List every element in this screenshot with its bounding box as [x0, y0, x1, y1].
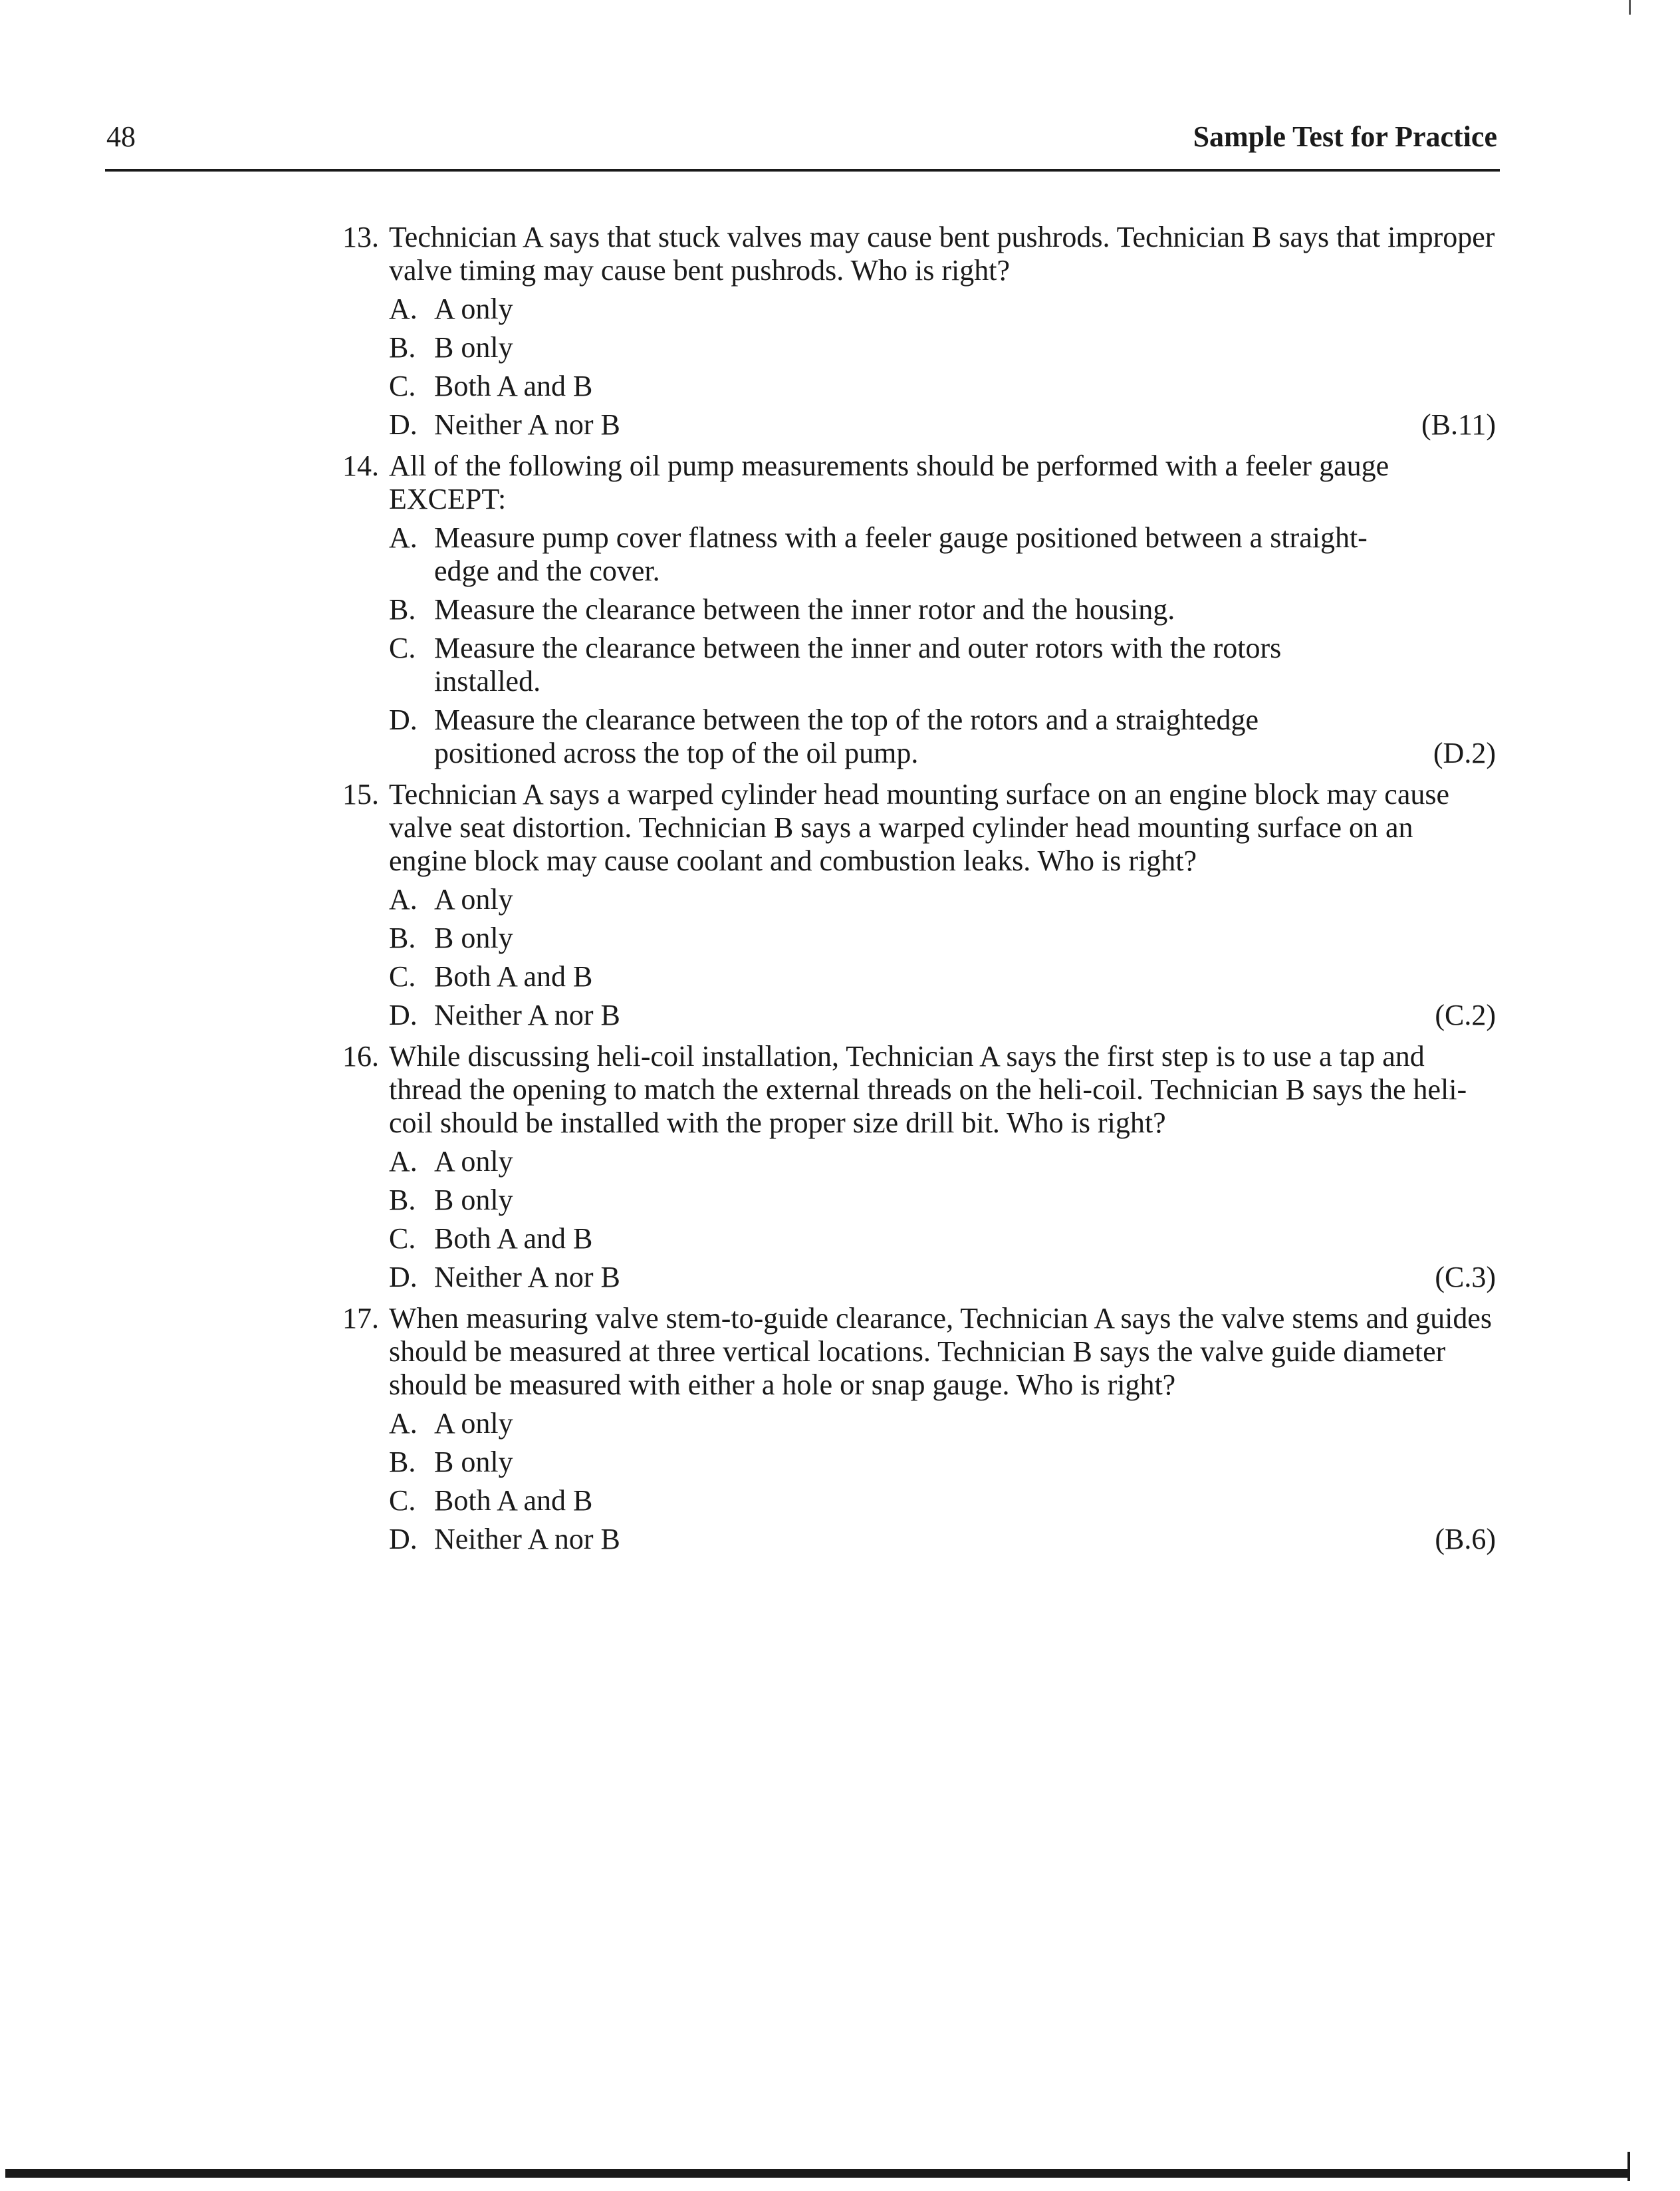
option-letter: B. — [389, 593, 416, 626]
option-a — [389, 1145, 1496, 1178]
option-c — [389, 1222, 1496, 1255]
task-reference: (C.2) — [1435, 999, 1496, 1031]
question-list — [312, 221, 1496, 1564]
option-letter: B. — [389, 1446, 416, 1478]
option-d — [389, 999, 1496, 1032]
question-15 — [312, 778, 1496, 1032]
option-text: Both A and B — [434, 960, 593, 993]
option-c — [389, 960, 1496, 993]
option-letter: C. — [389, 632, 416, 664]
option-text: Both A and B — [434, 370, 593, 402]
option-letter: A. — [389, 293, 418, 325]
question-number: 14. — [342, 450, 379, 482]
question-17 — [312, 1302, 1496, 1556]
option-b — [389, 1446, 1496, 1479]
task-reference: (D.2) — [1433, 737, 1496, 769]
option-a — [389, 1407, 1496, 1440]
option-a — [389, 883, 1496, 916]
option-letter: C. — [389, 1484, 416, 1517]
option-text: Neither A nor B — [434, 1261, 620, 1293]
option-text: B only — [434, 331, 513, 364]
option-letter: C. — [389, 1222, 416, 1255]
option-text: B only — [434, 1446, 513, 1478]
option-letter: B. — [389, 922, 416, 954]
option-text: Neither A nor B — [434, 408, 620, 441]
option-letter: C. — [389, 370, 416, 402]
option-letter: D. — [389, 704, 418, 736]
running-head-title: Sample Test for Practice — [1193, 120, 1497, 153]
option-c — [389, 370, 1496, 403]
question-number: 15. — [342, 778, 379, 811]
task-reference: (B.6) — [1435, 1523, 1496, 1555]
option-letter: D. — [389, 1261, 418, 1293]
option-letter: C. — [389, 960, 416, 993]
option-d — [389, 1261, 1496, 1294]
option-text: Measure the clearance between the inner rotor and the housing. — [434, 593, 1175, 626]
question-text: All of the following oil pump measurements should be performed with a feeler gauge EXCEPT: — [389, 450, 1389, 515]
option-letter: D. — [389, 999, 418, 1031]
option-text: A only — [434, 1407, 513, 1440]
question-13 — [312, 221, 1496, 442]
option-letter: A. — [389, 521, 418, 554]
question-text: While discussing heli-coil installation, Technician A says the first step is to use a tap and thread the opening to match the external threads on the heli-coil. Technician B says the heli-coil should be installed with the proper size drill bit. Who is right? — [389, 1040, 1467, 1139]
scan-edge-bar — [5, 2169, 1627, 2178]
option-letter: A. — [389, 1407, 418, 1440]
option-d — [389, 408, 1496, 442]
question-number: 17. — [342, 1302, 379, 1335]
option-text: B only — [434, 922, 513, 954]
option-letter: B. — [389, 331, 416, 364]
option-text: Neither A nor B — [434, 1523, 620, 1555]
question-16 — [312, 1040, 1496, 1294]
option-letter: A. — [389, 1145, 418, 1178]
question-text: When measuring valve stem-to-guide clearance, Technician A says the valve stems and guides should be measured at three vertical locations. Technician B says the valve guide diameter should be measured with either a hole or snap gauge. Who is right? — [389, 1302, 1493, 1401]
question-14 — [312, 450, 1496, 770]
option-letter: A. — [389, 883, 418, 916]
option-b — [389, 922, 1496, 955]
option-text: Neither A nor B — [434, 999, 620, 1031]
option-text: Measure the clearance between the top of the rotors and a straightedge positioned across the top of the oil pump. — [434, 704, 1259, 769]
option-text: A only — [434, 1145, 513, 1178]
option-text: Both A and B — [434, 1222, 593, 1255]
task-reference: (B.11) — [1421, 408, 1496, 441]
option-text: B only — [434, 1184, 513, 1216]
page-number: 48 — [106, 120, 136, 153]
question-text: Technician A says a warped cylinder head mounting surface on an engine block may cause valve seat distortion. Technician B says a warped cylinder head mounting surface on an engine block may cause coolant and combustion leaks. Who is right? — [389, 778, 1450, 877]
scan-mark-top — [1629, 0, 1631, 15]
question-number: 13. — [342, 221, 379, 253]
option-c — [389, 1484, 1496, 1517]
option-b — [389, 331, 1496, 364]
option-d — [389, 704, 1496, 770]
option-d — [389, 1523, 1496, 1556]
option-letter: D. — [389, 1523, 418, 1555]
option-text: Measure the clearance between the inner and outer rotors with the rotors installed. — [434, 632, 1282, 698]
option-text: Both A and B — [434, 1484, 593, 1517]
question-text: Technician A says that stuck valves may cause bent pushrods. Technician B says that improper valve timing may cause bent pushrods. Who is right? — [389, 221, 1495, 287]
option-letter: B. — [389, 1184, 416, 1216]
option-text: A only — [434, 293, 513, 325]
option-letter: D. — [389, 408, 418, 441]
option-text: Measure pump cover flatness with a feeler gauge positioned between a straight-edge and the cover. — [434, 521, 1368, 587]
scan-mark-bottom — [1627, 2152, 1630, 2181]
option-b — [389, 1184, 1496, 1217]
option-text: A only — [434, 883, 513, 916]
option-b — [389, 593, 1496, 626]
task-reference: (C.3) — [1435, 1261, 1496, 1293]
option-a — [389, 293, 1496, 326]
header-rule — [105, 169, 1500, 172]
option-c — [389, 632, 1496, 698]
question-number: 16. — [342, 1040, 379, 1073]
option-a — [389, 521, 1496, 588]
